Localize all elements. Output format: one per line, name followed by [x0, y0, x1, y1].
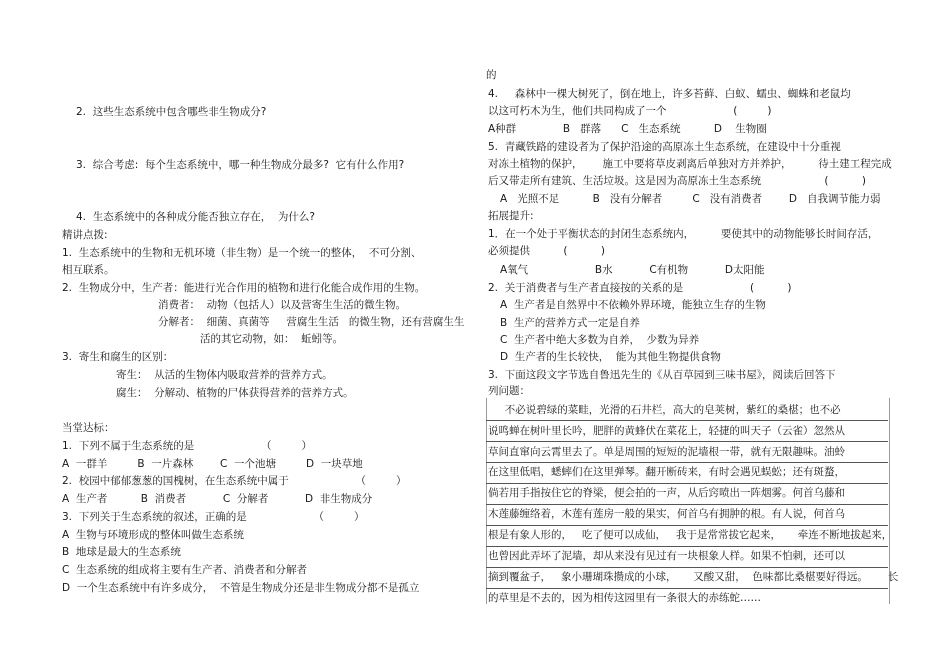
- extension-2-option-a: A 生产者是自然界中不依赖外界环境，能独立生存的生物: [500, 299, 766, 311]
- passage-line: 根是有象人形的， 吃了便可以成仙， 我于是常常拔它起来， 牵连不断地拔起来，: [488, 529, 893, 541]
- extension-1-options: A氧气 B水 C有机物 D太阳能: [500, 264, 765, 276]
- test-3-option-a: A 生物与环境形成的整体叫做生态系统: [62, 529, 244, 541]
- key-point-2-consumer: 消费者： 动物（包括人）以及营寄生生活的微生物。: [158, 299, 407, 311]
- passage-line: 摘到覆盆子， 象小珊瑚珠攒成的小球， 又酸又甜， 色味都比桑椹要好得远。 长: [488, 571, 899, 583]
- question-r5-line-1: 5. 青藏铁路的建设者为了保护沿途的高原冻土生态系统，在建设中十分重视: [488, 141, 841, 153]
- ruled-line: [486, 420, 888, 421]
- ruled-line: [486, 462, 888, 463]
- test-3-option-b: B 地球是最大的生态系统: [62, 546, 181, 558]
- passage-line: 不必说碧绿的菜畦，光滑的石井栏，高大的皂荚树，紫红的桑椹；也不必: [488, 404, 841, 416]
- passage-line: 说鸣蝉在树叶里长吟，肥胖的黄蜂伏在菜花上，轻捷的叫天子（云雀）忽然从: [488, 425, 845, 437]
- key-point-3-title: 3. 寄生和腐生的区别：: [62, 351, 174, 363]
- test-3-option-c: C 生态系统的组成将主要有生产者、消费者和分解者: [62, 564, 308, 576]
- extension-3-line-1: 3. 下面这段文字节选自鲁迅先生的《从百草园到三味书屋》，阅读后回答下: [488, 369, 836, 381]
- passage-line: 木莲藤缠络着，木莲有莲房一般的果实，何首乌有拥肿的根。有人说，何首乌: [488, 508, 845, 520]
- ruled-line: [486, 504, 888, 505]
- test-1: 1. 下列不属于生态系统的是 （ ）: [62, 440, 312, 452]
- test-3: 3. 下列关于生态系统的叙述，正确的是 （ ）: [62, 511, 365, 523]
- extension-2-option-d: D 生产者的生长较快， 能为其他生物提供食物: [500, 351, 721, 363]
- key-point-3-parasitism: 寄生： 从活的生物体内吸取营养的营养方式。: [116, 369, 333, 381]
- ruled-line: [486, 441, 888, 442]
- passage-line: 倘若用手指按住它的脊梁，便会拍的一声，从后窍喷出一阵烟雾。何首乌藤和: [488, 487, 845, 499]
- question-r4-options: A种群 B 群落 C 生态系统 D 生物圈: [488, 123, 767, 135]
- key-point-1-line-2: 相互联系。: [62, 264, 115, 276]
- test-2: 2. 校园中郁郁葱葱的国槐树，在生态系统中属于 （ ）: [62, 475, 407, 487]
- question-r5-line-3: 后又带走所有建筑、生活垃圾。这是因为高原冻土生态系统 ( ): [488, 175, 866, 187]
- passage-line: 的草里是不去的，因为相传这园里有一条很大的赤练蛇……: [488, 592, 761, 604]
- ruled-line: [486, 483, 888, 484]
- extension-1-line-2: 必须提供 ( ): [488, 245, 605, 257]
- question-r5-options: A 光照不足 B 没有分解者 C 没有消费者 D 自我调节能力弱: [500, 193, 881, 205]
- key-point-2-decomposer: 分解者： 细菌、真菌等 营腐生生活 的微生物，还有营腐生生: [158, 316, 465, 328]
- key-point-3-saprophytism: 腐生： 分解动、植物的尸体获得营养的营养方式。: [116, 387, 354, 399]
- question-4: 4. 生态系统中的各种成分能否独立存在， 为什么?: [76, 211, 315, 223]
- extension-1-line-1: 1．在一个处于平衡状态的封闭生态系统内， 要使其中的动物能够长时间存活，: [488, 228, 879, 240]
- test-1-options: A 一群羊 B 一片森林 C 一个池塘 D 一块草地: [62, 458, 363, 470]
- ruled-line: [486, 546, 888, 547]
- passage-line: 草间直窜向云霄里去了。单是周围的短短的泥墙根一带，就有无限趣味。油蛉: [488, 446, 845, 458]
- ruled-line: [486, 567, 888, 568]
- ruled-line: [486, 588, 888, 589]
- ruled-line: [486, 525, 888, 526]
- question-3: 3. 综合考虑: 每个生态系统中，哪一种生物成分最多? 它有什么作用?: [76, 159, 405, 171]
- extension-2-option-b: B 生产的营养方式一定是自养: [500, 317, 640, 329]
- key-point-2-line-1: 2. 生物成分中，生产者：能进行光合作用的植物和进行化能合成作用的生物。: [62, 282, 426, 294]
- key-point-1-line-1: 1. 生态系统中的生物和无机环境（非生物）是一个统一的整体， 不可分割、: [62, 247, 422, 259]
- key-point-2-decomposer-cont: 活的其它动物，如： 蚯蚓等。: [200, 333, 344, 345]
- question-r5-line-2: 对冻土植物的保护， 施工中要将草皮剥离后单独对方并养护， 待土建工程完成: [488, 158, 892, 170]
- question-r4-line-2: 以这可朽木为生，他们共同构成了一个 ( ): [488, 105, 772, 117]
- section-title-extension: 拓展提升:: [488, 210, 534, 222]
- passage-line: 在这里低唱，蟋蟀们在这里弹琴。翻开断砖来，有时会遇见蜈蚣；还有斑蝥，: [488, 466, 845, 478]
- continued-text: 的: [486, 69, 497, 81]
- question-r4-line-1: 4. 森林中一棵大树死了，倒在地上，许多苔藓、白蚁、蠕虫、蜘蛛和老鼠均: [488, 88, 851, 100]
- extension-3-line-2: 列问题：: [488, 385, 530, 397]
- test-2-options: A 生产者 B 消费者 C 分解者 D 非生物成分: [62, 493, 373, 505]
- question-2: 2. 这些生态系统中包含哪些非生物成分?: [76, 106, 267, 118]
- section-title-class-test: 当堂达标：: [62, 422, 115, 434]
- extension-2: 2. 关于消费者与生产者直接按的关系的是 ( ): [488, 282, 792, 294]
- section-title-key-points: 精讲点拨:: [62, 229, 108, 241]
- extension-2-option-c: C 生产者中绝大多数为自养， 少数为异养: [500, 334, 700, 346]
- passage-line: 也曾因此弄坏了泥墙，却从来没有见过有一块根象人样。如果不怕刺，还可以: [488, 550, 845, 562]
- test-3-option-d: D 一个生态系统中有许多成分， 不管是生物成分还是非生物成分都不是孤立: [62, 582, 420, 594]
